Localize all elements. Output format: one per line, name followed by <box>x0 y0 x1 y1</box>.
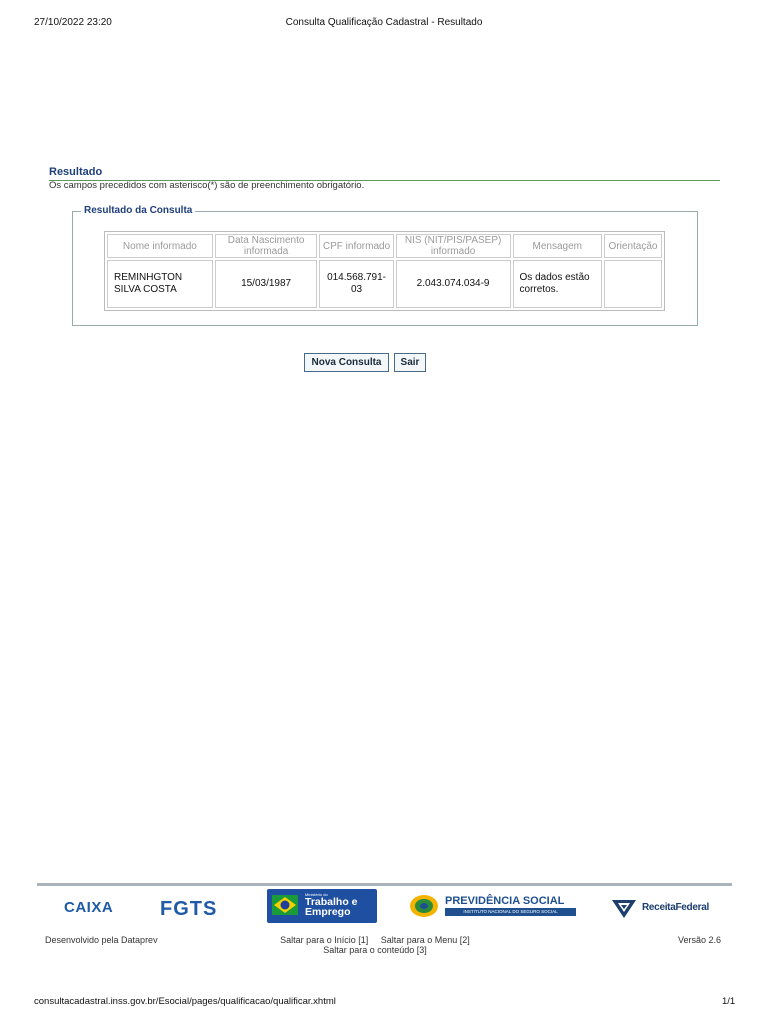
print-url: consultacadastral.inss.gov.br/Esocial/pages/qualificacao/qualificar.xhtml <box>34 996 336 1007</box>
result-fieldset <box>72 205 698 326</box>
header-data-nascimento: Data Nascimento informada <box>215 234 318 258</box>
header-mensagem: Mensagem <box>513 234 602 258</box>
fieldset-legend: Resultado da Consulta <box>81 205 195 216</box>
skip-links <box>240 935 510 955</box>
cell-cpf: 014.568.791-03 <box>319 260 393 308</box>
required-fields-note: Os campos precedidos com asterisco(*) são de preenchimento obrigatório. <box>49 180 365 191</box>
skip-to-start-link[interactable]: Saltar para o Início [1] <box>280 935 369 945</box>
mte-small-label: Ministério do <box>305 892 328 897</box>
cell-orientacao <box>604 260 662 308</box>
header-nis: NIS (NIT/PIS/PASEP) informado <box>396 234 511 258</box>
receita-federal-label: ReceitaFederal <box>642 902 709 913</box>
print-datetime: 27/10/2022 23:20 <box>34 17 112 28</box>
footer-divider <box>37 883 732 886</box>
sair-button[interactable]: Sair <box>394 353 426 372</box>
results-table <box>104 231 665 311</box>
header-orientacao: Orientação <box>604 234 662 258</box>
cell-data-nascimento: 15/03/1987 <box>215 260 318 308</box>
header-cpf: CPF informado <box>319 234 393 258</box>
print-page-number: 1/1 <box>722 996 736 1007</box>
previdencia-subtitle: INSTITUTO NACIONAL DO SEGURO SOCIAL <box>445 908 576 916</box>
previdencia-logo <box>409 893 577 919</box>
print-header <box>0 17 768 31</box>
print-page-title: Consulta Qualificação Cadastral - Resultado <box>285 17 483 28</box>
brazil-flag-icon <box>272 895 298 915</box>
cell-nis: 2.043.074.034-9 <box>396 260 511 308</box>
section-title: Resultado <box>49 166 103 178</box>
table-row <box>107 260 662 308</box>
table-header-row <box>107 234 662 258</box>
mte-logo <box>267 889 377 923</box>
previdencia-emblem-icon <box>409 894 439 918</box>
skip-to-menu-link[interactable]: Saltar para o Menu [2] <box>380 935 470 945</box>
header-nome: Nome informado <box>107 234 213 258</box>
version-text: Versão 2.6 <box>678 935 722 945</box>
nova-consulta-button[interactable]: Nova Consulta <box>304 353 389 372</box>
receita-federal-emblem-icon <box>610 896 638 920</box>
developed-by-text: Desenvolvido pela Dataprev <box>45 935 158 945</box>
cell-nome: REMINHGTON SILVA COSTA <box>107 260 213 308</box>
previdencia-title: PREVIDÊNCIA SOCIAL <box>445 895 565 907</box>
fgts-logo: FGTS <box>160 898 218 920</box>
cell-mensagem: Os dados estão corretos. <box>513 260 602 308</box>
skip-to-content-link[interactable]: Saltar para o conteúdo [3] <box>323 945 427 955</box>
receita-federal-logo <box>610 896 710 920</box>
mte-label: Trabalho e Emprego <box>305 896 358 918</box>
caixa-logo: CAIXA <box>64 899 114 916</box>
result-section <box>49 166 720 191</box>
